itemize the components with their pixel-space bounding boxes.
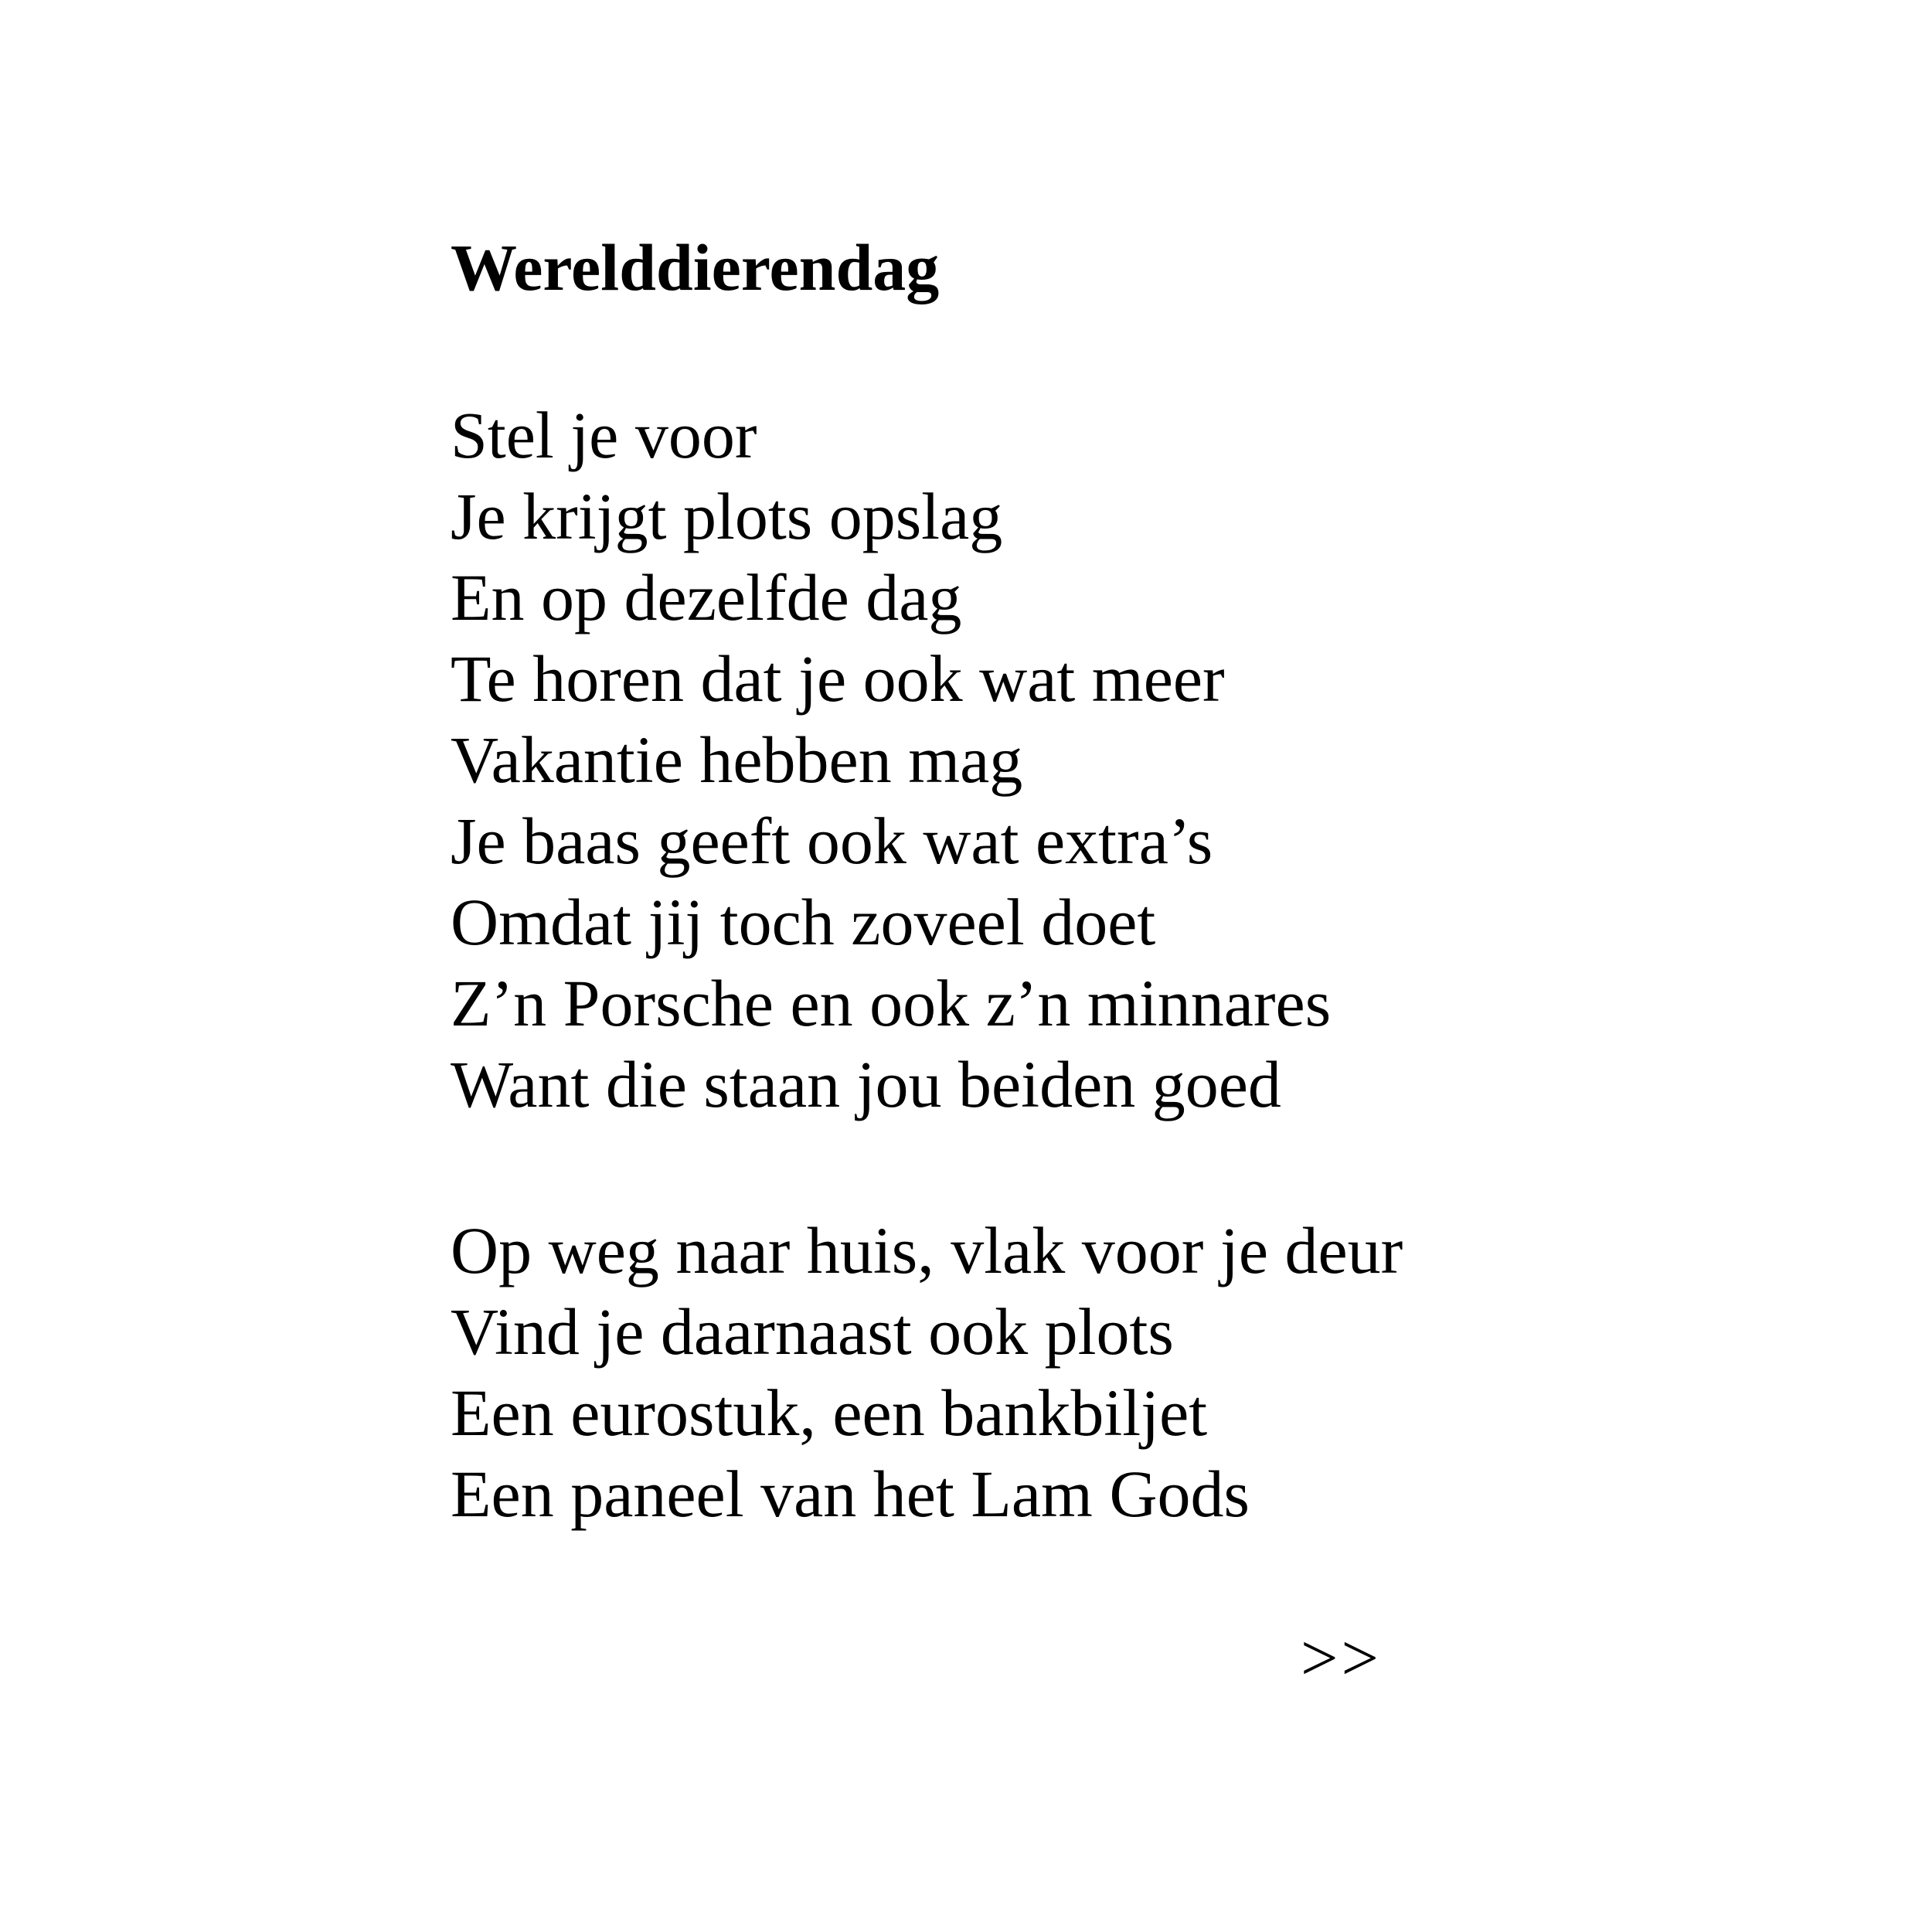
poem-title: Werelddierendag: [451, 230, 940, 304]
poem-line: Op weg naar huis, vlak voor je deur: [451, 1213, 1403, 1287]
poem-line: Een eurostuk, een bankbiljet: [451, 1376, 1208, 1450]
poem-line: Z’n Porsche en ook z’n minnares: [451, 966, 1332, 1040]
poem-line: Want die staan jou beiden goed: [451, 1047, 1281, 1121]
poem-line: Stel je voor: [451, 398, 757, 472]
poem-line: Omdat jij toch zoveel doet: [451, 885, 1156, 959]
poem-line: En op dezelfde dag: [451, 560, 962, 634]
poem-line: Je krijgt plots opslag: [451, 479, 1003, 553]
poem-line: Vakantie hebben mag: [451, 723, 1023, 797]
poem-line: Te horen dat je ook wat meer: [451, 641, 1225, 716]
poem-line: Je baas geeft ook wat extra’s: [451, 804, 1213, 878]
poem-line: Vind je daarnaast ook plots: [451, 1294, 1174, 1369]
stanza-1: [451, 395, 1331, 1125]
stanza-2: [451, 1210, 1403, 1535]
next-page-indicator[interactable]: >>: [1301, 1621, 1383, 1695]
poem-line: Een paneel van het Lam Gods: [451, 1457, 1250, 1531]
